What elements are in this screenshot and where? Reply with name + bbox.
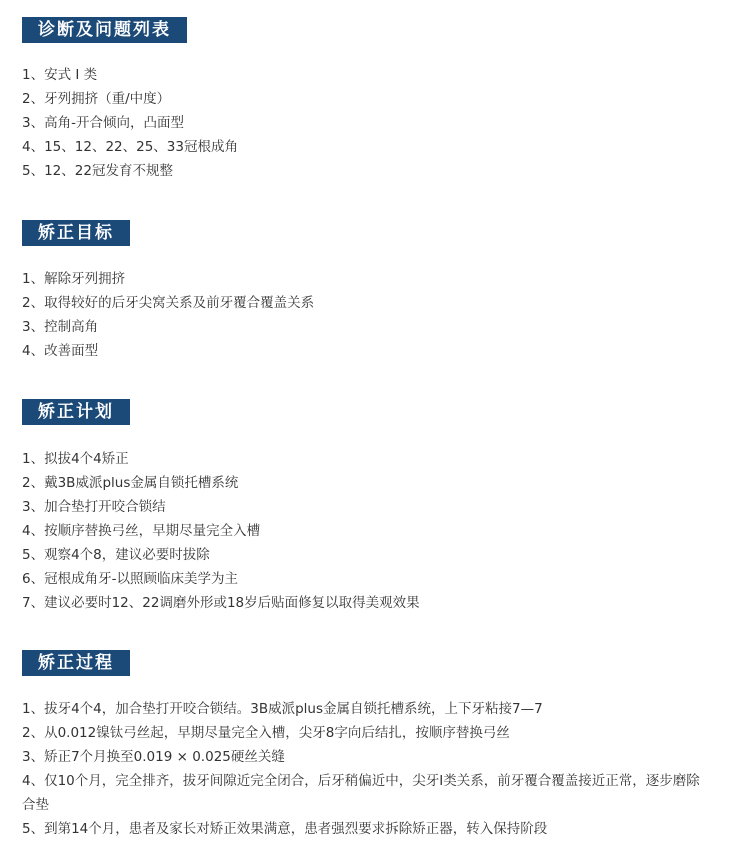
list-item: 2、从0.012镍钛弓丝起，早期尽量完全入槽，尖牙8字向后结扎，按顺序替换弓丝: [22, 725, 510, 741]
list-item: 1、拔牙4个4，加合垫打开咬合锁结。3B威派plus金属自锁托槽系统，上下牙粘接7—7: [22, 701, 543, 717]
section-title-process: 矫正过程: [22, 650, 130, 676]
list-item: 3、高角-开合倾向，凸面型: [22, 115, 184, 131]
list-item: 4、15、12、22、25、33冠根成角: [22, 139, 238, 155]
section-title-goals: 矫正目标: [22, 220, 130, 246]
list-item: 1、安式 Ⅰ 类: [22, 67, 98, 83]
list-item: 5、到第14个月，患者及家长对矫正效果满意，患者强烈要求拆除矫正器，转入保持阶段: [22, 821, 548, 837]
list-item: 5、12、22冠发育不规整: [22, 163, 173, 179]
list-item: 2、牙列拥挤（重/中度）: [22, 91, 171, 107]
list-item: 4、按顺序替换弓丝，早期尽量完全入槽: [22, 523, 261, 539]
plan-list: [22, 447, 712, 615]
section-title-plan: 矫正计划: [22, 399, 130, 425]
list-item: 5、观察4个8，建议必要时拔除: [22, 547, 210, 563]
list-item: 4、改善面型: [22, 343, 99, 359]
list-item: 2、戴3B威派plus金属自锁托槽系统: [22, 475, 239, 491]
goals-list: [22, 267, 712, 363]
section-title-diagnosis: 诊断及问题列表: [22, 17, 187, 43]
process-list: [22, 697, 712, 841]
list-item: 3、控制高角: [22, 319, 99, 335]
list-item: 3、加合垫打开咬合锁结: [22, 499, 166, 515]
list-item: 4、仅10个月，完全排齐，拔牙间隙近完全闭合，后牙稍偏近中，尖牙Ⅰ类关系，前牙覆合覆盖接近正常，逐步磨除合垫: [22, 773, 700, 813]
list-item: 1、解除牙列拥挤: [22, 271, 126, 287]
list-item: 7、建议必要时12、22调磨外形或18岁后贴面修复以取得美观效果: [22, 595, 420, 611]
diagnosis-list: [22, 63, 712, 183]
list-item: 6、冠根成角牙-以照顾临床美学为主: [22, 571, 238, 587]
list-item: 3、矫正7个月换至0.019 × 0.025硬丝关缝: [22, 749, 285, 765]
list-item: 1、拟拔4个4矫正: [22, 451, 129, 467]
list-item: 2、取得较好的后牙尖窝关系及前牙覆合覆盖关系: [22, 295, 315, 311]
